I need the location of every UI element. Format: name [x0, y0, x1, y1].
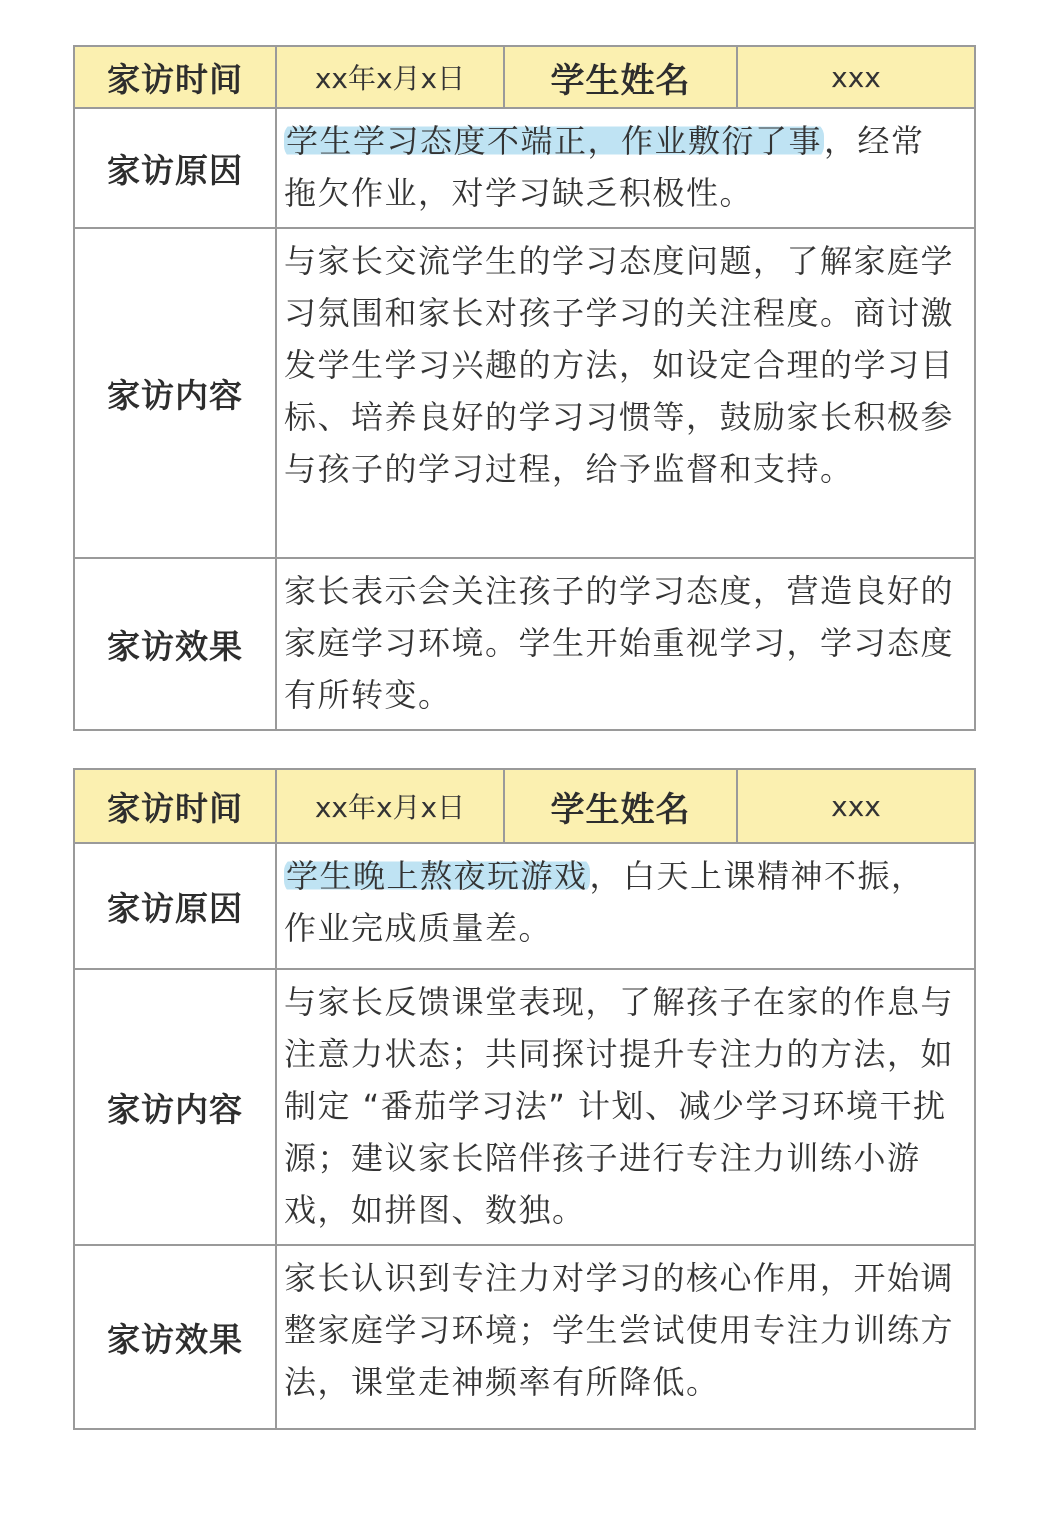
visit-effect-label: 家访效果 [74, 558, 276, 730]
visit-reason-label: 家访原因 [74, 843, 276, 969]
visit-reason-label: 家访原因 [74, 108, 276, 228]
effect-row [74, 1245, 975, 1429]
home-visit-record-2 [73, 768, 976, 1430]
effect-row [74, 558, 975, 730]
visit-time-value: xx年x月x日 [276, 769, 504, 843]
visit-time-value: xx年x月x日 [276, 46, 504, 108]
reason-rest: ，经常拖欠作业，对学习缺乏积极性。 [284, 122, 925, 212]
visit-effect-text: 家长表示会关注孩子的学习态度，营造良好的家庭学习环境。学生开始重视学习，学习态度有所转变。 [276, 558, 975, 730]
visit-content-text: 与家长交流学生的学习态度问题，了解家庭学习氛围和家长对孩子学习的关注程度。商讨激发学生学习兴趣的方法，如设定合理的学习目标、培养良好的学习习惯等，鼓励家长积极参与孩子的学习过程，给予监督和支持。 [276, 228, 975, 558]
reason-highlight: 学生学习态度不端正，作业敷衍了事 [286, 122, 823, 160]
visit-content-label: 家访内容 [74, 228, 276, 558]
content-row [74, 969, 975, 1245]
student-name-label: 学生姓名 [504, 769, 737, 843]
visit-effect-label: 家访效果 [74, 1245, 276, 1429]
visit-time-label: 家访时间 [74, 46, 276, 108]
reason-row [74, 108, 975, 228]
header-row [74, 46, 975, 108]
visit-time-label: 家访时间 [74, 769, 276, 843]
content-row [74, 228, 975, 558]
student-name-label: 学生姓名 [504, 46, 737, 108]
visit-effect-text: 家长认识到专注力对学习的核心作用，开始调整家庭学习环境；学生尝试使用专注力训练方法，课堂走神频率有所降低。 [276, 1245, 975, 1429]
visit-reason-text [276, 108, 975, 228]
visit-reason-text [276, 843, 975, 969]
reason-row [74, 843, 975, 969]
reason-highlight: 学生晚上熬夜玩游戏 [286, 857, 588, 895]
home-visit-record-1 [73, 45, 976, 731]
visit-content-label: 家访内容 [74, 969, 276, 1245]
reason-rest: ，白天上课精神不振，作业完成质量差。 [284, 857, 925, 947]
student-name-value: xxx [737, 769, 975, 843]
visit-content-text: 与家长反馈课堂表现，了解孩子在家的作息与注意力状态；共同探讨提升专注力的方法，如制定 “番茄学习法” 计划、减少学习环境干扰源；建议家长陪伴孩子进行专注力训练小游戏，如拼图、数独。 [276, 969, 975, 1245]
student-name-value: xxx [737, 46, 975, 108]
header-row [74, 769, 975, 843]
